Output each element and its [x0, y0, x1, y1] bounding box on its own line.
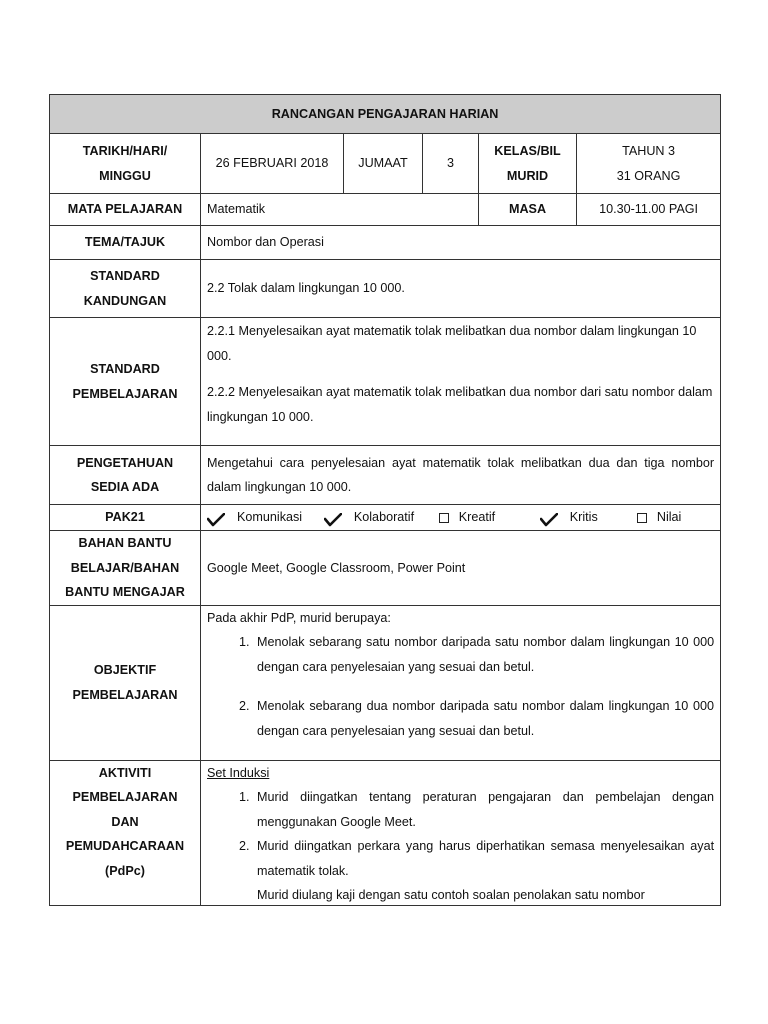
materials-label-line: BANTU MENGAJAR [65, 585, 185, 599]
learning-standard-row [50, 318, 721, 446]
time-value: 10.30-11.00 PAGI [577, 194, 721, 226]
pak21-item-label: Kritis [569, 510, 598, 525]
lesson-plan-table [49, 94, 721, 906]
pak21-item [540, 505, 635, 530]
learning-standard-value [201, 318, 721, 446]
content-standard-label [50, 260, 201, 318]
activity-item: 1. Murid diingatkan tentang peraturan pengajaran dan pembelajan dengan menggunakan Google Meet. [253, 785, 714, 834]
activities-label-line: DAN [111, 814, 139, 829]
activities-heading: Set Induksi [207, 765, 270, 780]
objectives-value [201, 605, 721, 760]
date-row [50, 134, 721, 194]
objectives-label-line: OBJEKTIF [93, 663, 157, 677]
empty-checkbox-icon [439, 513, 449, 523]
prior-knowledge-label-line: SEDIA ADA [90, 480, 160, 494]
pak21-item-label: Kreatif [458, 510, 496, 525]
checkmark-icon [207, 511, 225, 525]
pak21-label: PAK21 [50, 505, 201, 531]
learning-standard-label-line: STANDARD [90, 362, 160, 376]
learning-standard-item: 2.2.2 Menyelesaikan ayat matematik tolak melibatkan dua nombor dari satu nombor dalam lingkungan 10 000. [207, 385, 713, 424]
materials-row [50, 531, 721, 606]
class-label [479, 134, 577, 194]
objective-item: 2. Menolak sebarang dua nombor daripada satu nombor dalam lingkungan 10 000 dengan cara penyelesaian yang sesuai dan betul. [253, 694, 714, 743]
day-value: JUMAAT [344, 134, 423, 194]
checkmark-icon [324, 511, 342, 525]
student-count: 31 ORANG [616, 168, 681, 183]
subject-value: Matematik [201, 194, 479, 226]
activities-label-line: PEMUDAHCARAAN [65, 839, 185, 853]
activities-label-line: PEMBELAJARAN [72, 790, 178, 804]
activity-item: 2. Murid diingatkan perkara yang harus diperhatikan semasa menyelesaikan ayat matematik tolak. [253, 834, 714, 883]
theme-label: TEMA/TAJUK [50, 226, 201, 260]
date-label-line: MINGGU [99, 168, 151, 183]
content-standard-label-line: STANDARD [90, 269, 160, 283]
materials-label-line: BAHAN BANTU [78, 536, 172, 550]
date-value: 26 FEBRUARI 2018 [201, 134, 344, 194]
activities-label-line: (PdPc) [105, 863, 145, 878]
activities-value [201, 760, 721, 906]
activities-row [50, 760, 721, 906]
class-label-line: MURID [506, 168, 549, 183]
prior-knowledge-row [50, 446, 721, 505]
pak21-options [201, 505, 721, 531]
activities-label [50, 760, 201, 906]
activity-item: 3. Murid diulang kaji dengan satu contoh soalan penolakan satu nombor [253, 883, 714, 905]
objectives-intro: Pada akhir PdP, murid berupaya: [207, 610, 391, 625]
activities-list [207, 785, 714, 905]
class-name: TAHUN 3 [622, 144, 676, 158]
pak21-item-label: Kolaboratif [353, 510, 415, 525]
class-value [577, 134, 721, 194]
content-standard-row [50, 260, 721, 318]
materials-label [50, 531, 201, 606]
week-value: 3 [423, 134, 479, 194]
activities-label-line: AKTIVITI [98, 765, 152, 780]
theme-row [50, 226, 721, 260]
pak21-row [50, 505, 721, 531]
time-label: MASA [479, 194, 577, 226]
title-row [50, 95, 721, 134]
pak21-item-label: Nilai [656, 510, 682, 525]
pak21-list [207, 505, 714, 530]
materials-label-line: BELAJAR/BAHAN [70, 560, 180, 575]
content-standard-value: 2.2 Tolak dalam lingkungan 10 000. [201, 260, 721, 318]
prior-knowledge-label-line: PENGETAHUAN [76, 455, 174, 470]
subject-label: MATA PELAJARAN [50, 194, 201, 226]
date-label [50, 134, 201, 194]
pak21-item-label: Komunikasi [237, 510, 303, 525]
checkmark-icon [540, 511, 558, 525]
empty-checkbox-icon [637, 513, 647, 523]
theme-value: Nombor dan Operasi [201, 226, 721, 260]
objective-item: 1. Menolak sebarang satu nombor daripada satu nombor dalam lingkungan 10 000 dengan cara penyelesaian yang sesuai dan betul. [253, 630, 714, 679]
learning-standard-item: 2.2.1 Menyelesaikan ayat matematik tolak melibatkan dua nombor dalam lingkungan 10 000. [207, 324, 697, 363]
page-title: RANCANGAN PENGAJARAN HARIAN [50, 95, 721, 134]
pak21-item [437, 505, 540, 530]
content-standard-label-line: KANDUNGAN [83, 293, 167, 308]
date-label-line: TARIKH/HARI/ [82, 144, 168, 158]
class-label-line: KELAS/BIL [494, 144, 561, 158]
prior-knowledge-value: Mengetahui cara penyelesaian ayat matematik tolak melibatkan dua dan tiga nombor dalam lingkungan 10 000. [201, 446, 721, 505]
prior-knowledge-label [50, 446, 201, 505]
pak21-item [324, 505, 437, 530]
objectives-list [207, 630, 714, 743]
objectives-row [50, 605, 721, 760]
learning-standard-label [50, 318, 201, 446]
materials-value: Google Meet, Google Classroom, Power Point [201, 531, 721, 606]
subject-row [50, 194, 721, 226]
objectives-label [50, 605, 201, 760]
pak21-item [635, 505, 714, 530]
objectives-label-line: PEMBELAJARAN [72, 687, 178, 702]
pak21-item [207, 505, 324, 530]
learning-standard-label-line: PEMBELAJARAN [72, 386, 178, 401]
